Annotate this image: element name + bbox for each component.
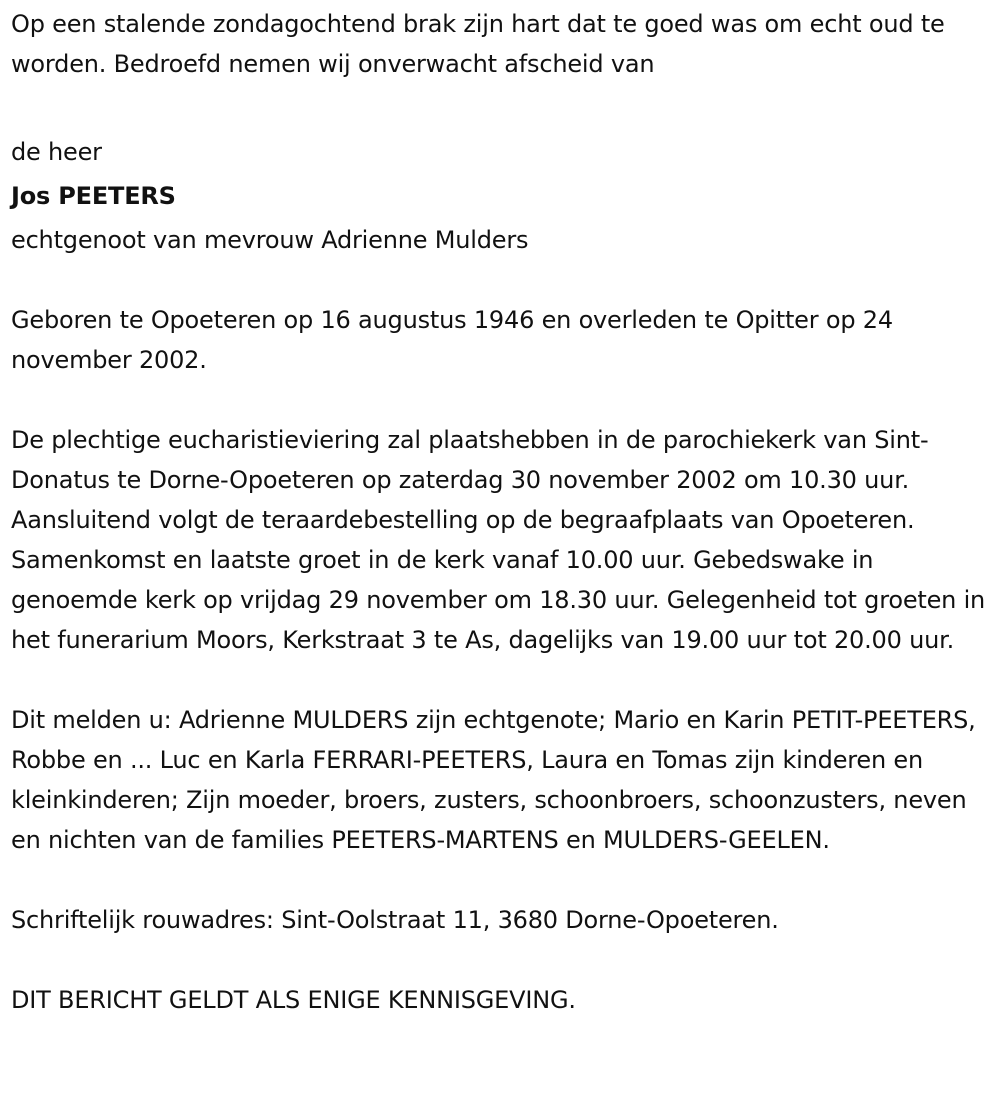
closing-statement: DIT BERICHT GELDT ALS ENIGE KENNISGEVING. bbox=[11, 986, 576, 1014]
spacer bbox=[11, 84, 991, 124]
spacer bbox=[11, 260, 991, 300]
spacer bbox=[11, 380, 991, 420]
birth-death-paragraph: Geboren te Opoeteren op 16 augustus 1946 en overleden te Opitter op 24 november 2002. bbox=[11, 306, 893, 374]
intro-paragraph: Op een stalende zondagochtend brak zijn hart dat te goed was om echt oud te worden. Bedroefd nemen wij onverwacht afscheid van bbox=[11, 10, 945, 78]
spacer bbox=[11, 940, 991, 980]
obituary-notice bbox=[11, 4, 991, 1020]
family-paragraph: Dit melden u: Adrienne MULDERS zijn echtgenote; Mario en Karin PETIT-PEETERS, Robbe en ... Luc en Karla FERRARI-PEETERS, Laura en Tomas zijn kinderen en kleinkinderen; Zijn moeder, broers, zusters, schoonbroers, schoonzusters, neven en nichten van de families PEETERS-MARTENS en MULDERS-GEELEN. bbox=[11, 706, 976, 854]
spacer bbox=[11, 860, 991, 900]
mourning-address: Schriftelijk rouwadres: Sint-Oolstraat 11, 3680 Dorne-Opoeteren. bbox=[11, 906, 779, 934]
title-prefix: de heer bbox=[11, 138, 102, 166]
spouse-line: echtgenoot van mevrouw Adrienne Mulders bbox=[11, 226, 529, 254]
spacer bbox=[11, 660, 991, 700]
ceremony-paragraph: De plechtige eucharistieviering zal plaatshebben in de parochiekerk van Sint-Donatus te Dorne-Opoeteren op zaterdag 30 november 2002 om 10.30 uur. Aansluitend volgt de teraardebestelling op de begraafplaats van Opoeteren. Samenkomst en laatste groet in de kerk vanaf 10.00 uur. Gebedswake in genoemde kerk op vrijdag 29 november om 18.30 uur. Gelegenheid tot groeten in het funerarium Moors, Kerkstraat 3 te As, dagelijks van 19.00 uur tot 20.00 uur. bbox=[11, 426, 986, 654]
deceased-name: Jos PEETERS bbox=[11, 182, 176, 210]
spacer bbox=[11, 124, 991, 132]
